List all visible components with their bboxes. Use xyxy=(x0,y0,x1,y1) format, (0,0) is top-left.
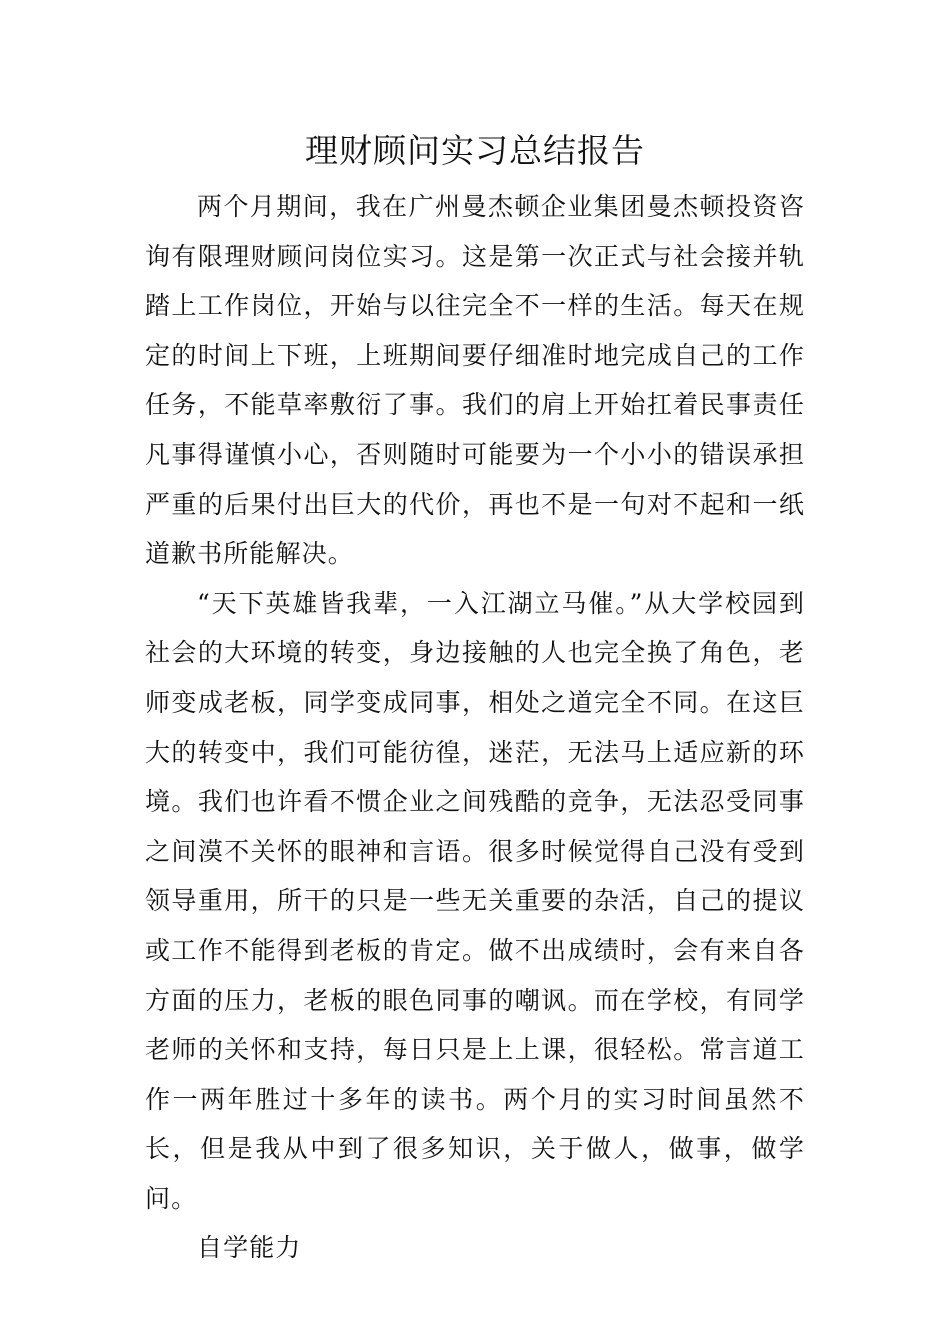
document-title: 理财顾问实习总结报告 xyxy=(305,131,645,170)
paragraph-2: “天下英雄皆我辈，一入江湖立马催。”从大学校园到社会的大环境的转变，身边接触的人也完全换了角色，老师变成老板，同学变成同事，相处之道完全不同。在这巨大的转变中，我们可能彷徨，迷茫，无法马上适应新的环境。我们也许看不惯企业之间残酷的竞争，无法忍受同事之间漠不关怀的眼神和言语。很多时候觉得自己没有受到领导重用，所干的只是一些无关重要的杂活，自己的提议或工作不能得到老板的肯定。做不出成绩时，会有来自各方面的压力，老板的眼色同事的嘲讽。而在学校，有同学老师的关怀和支持，每日只是上上课，很轻松。常言道工作一两年胜过十多年的读书。两个月的实习时间虽然不长，但是我从中到了很多知识，关于做人，做事，做学问。 xyxy=(145,588,805,1213)
paragraph-1: 两个月期间，我在广州曼杰顿企业集团曼杰顿投资咨询有限理财顾问岗位实习。这是第一次正式与社会接并轨踏上工作岗位，开始与以往完全不一样的生活。每天在规定的时间上下班，上班期间要仔细准时地完成自己的工作任务，不能草率敷衍了事。我们的肩上开始扛着民事责任凡事得谨慎小心，否则随时可能要为一个小小的错误承担严重的后果付出巨大的代价，再也不是一句对不起和一纸道歉书所能解决。 xyxy=(145,192,805,569)
section-heading-self-learning: 自学能力 xyxy=(197,1233,302,1263)
